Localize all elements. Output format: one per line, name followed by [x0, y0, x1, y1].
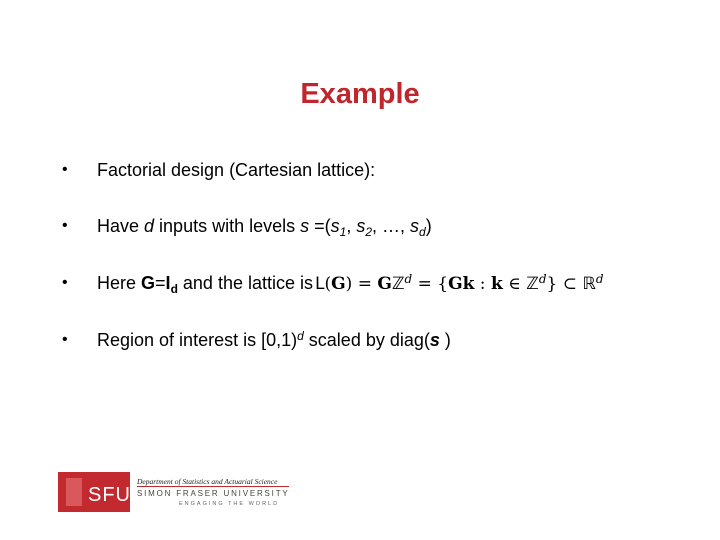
bullet-item-3: [62, 270, 702, 296]
text-fragment: Have: [97, 216, 145, 236]
text-fragment: scaled by diag(: [303, 330, 430, 350]
bullet-text: [97, 270, 604, 298]
footer-divider: [137, 486, 289, 487]
slide-title: [0, 76, 720, 112]
text-fragment: and the lattice is: [177, 273, 313, 293]
superscript-d: d: [538, 272, 547, 286]
sfu-logo-icon: [58, 472, 130, 512]
university-name: SIMON FRASER UNIVERSITY: [137, 489, 290, 498]
math-symbol: ℤ: [391, 274, 405, 294]
var-s1: s: [330, 216, 340, 236]
math-symbol: G: [331, 274, 346, 294]
lattice-formula: [315, 274, 604, 294]
superscript-d: d: [595, 272, 604, 286]
math-fragment: = {: [412, 274, 449, 294]
bullet-item-1: [62, 157, 702, 183]
text-fragment: =: [155, 273, 166, 293]
text-fragment: inputs with levels: [154, 216, 301, 236]
var-sd: s: [410, 216, 420, 236]
subscript-1: 1: [339, 225, 347, 239]
bullet-text: Factorial design (Cartesian lattice):: [97, 160, 376, 180]
superscript-d: d: [297, 329, 304, 343]
subscript-d: d: [419, 225, 426, 239]
var-s: s: [429, 330, 440, 350]
university-tagline: ENGAGING THE WORLD: [179, 501, 280, 507]
var-d: d: [144, 216, 155, 236]
matrix-G: G: [141, 273, 156, 293]
department-name: Department of Statistics and Actuarial Science: [137, 477, 278, 486]
math-fragment: :: [474, 274, 491, 294]
logo-text: SFU: [88, 484, 131, 506]
text-fragment: ): [439, 330, 451, 350]
superscript-d: d: [404, 272, 413, 286]
math-symbol: ℤ: [526, 274, 539, 294]
math-symbol: ℝ: [582, 274, 596, 294]
sfu-footer-logo: [58, 472, 298, 512]
subscript-2: 2: [365, 225, 373, 239]
var-s: s: [300, 216, 310, 236]
text-fragment: Region of interest is [0,1): [97, 330, 298, 350]
math-symbol: G: [377, 274, 392, 294]
bullet-item-4: [62, 327, 702, 353]
math-symbol: Gk: [448, 274, 475, 294]
subscript-d: d: [170, 282, 178, 296]
slide-title-text: Example: [300, 78, 420, 110]
math-fragment: ) =: [345, 274, 378, 294]
bullet-symbol: •: [62, 217, 68, 234]
logo-block: [66, 478, 82, 506]
bullet-text: [97, 327, 451, 355]
text-fragment: ): [425, 216, 432, 236]
text-fragment: ,: [346, 216, 357, 236]
text-fragment: , …,: [372, 216, 411, 236]
math-fragment: (: [324, 274, 332, 294]
matrix-I: I: [165, 273, 171, 293]
text-fragment: =(: [309, 216, 331, 236]
bullet-text: [97, 213, 432, 241]
text-fragment: Here: [97, 273, 142, 293]
math-fragment: } ⊂: [546, 274, 583, 294]
bullet-symbol: •: [62, 161, 68, 178]
bullet-symbol: •: [62, 274, 68, 291]
var-s2: s: [356, 216, 366, 236]
math-fragment: ∈: [502, 274, 527, 294]
bullet-item-2: [62, 213, 702, 239]
bullet-symbol: •: [62, 331, 68, 348]
math-symbol: L: [315, 274, 325, 294]
math-symbol: k: [490, 274, 503, 294]
